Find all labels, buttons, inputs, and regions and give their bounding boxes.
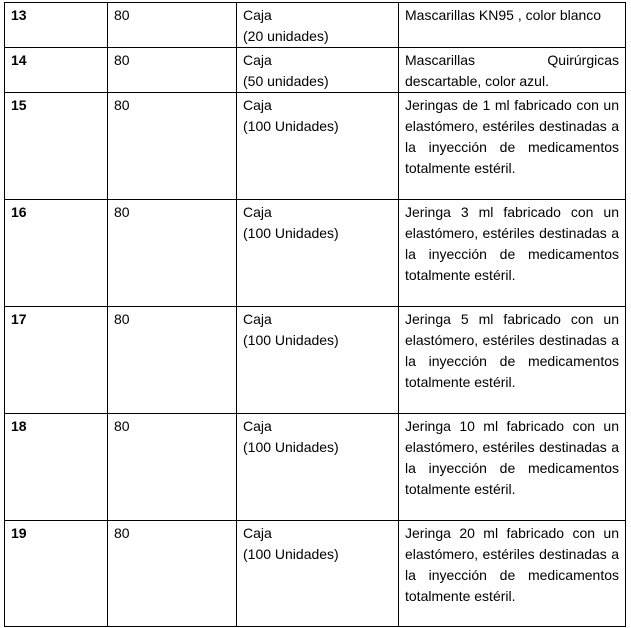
unit-main: Caja (243, 7, 272, 23)
item-number: 16 (5, 200, 108, 307)
item-quantity: 80 (108, 3, 237, 48)
table-row (5, 414, 626, 521)
table-row (5, 93, 626, 200)
item-number: 15 (5, 93, 108, 200)
unit-sub: (100 Unidades) (243, 225, 339, 241)
table-row (5, 48, 626, 93)
unit-sub: (50 unidades) (243, 73, 329, 89)
table-row (5, 521, 626, 627)
item-unit (237, 93, 399, 200)
item-number: 17 (5, 307, 108, 414)
table-row (5, 200, 626, 307)
unit-sub: (100 Unidades) (243, 546, 339, 562)
item-description: Jeringa 10 ml fabricado con un elastómero, estériles destinadas a la inyección de medicamentos totalmente estéril. (399, 414, 626, 521)
unit-main: Caja (243, 525, 272, 541)
item-quantity: 80 (108, 93, 237, 200)
item-description: Jeringa 3 ml fabricado con un elastómero, estériles destinadas a la inyección de medicamentos totalmente estéril. (399, 200, 626, 307)
unit-main: Caja (243, 97, 272, 113)
unit-main: Caja (243, 418, 272, 434)
table-row (5, 3, 626, 48)
item-quantity: 80 (108, 521, 237, 627)
items-table (4, 2, 626, 627)
item-unit (237, 414, 399, 521)
unit-sub: (100 Unidades) (243, 332, 339, 348)
item-quantity: 80 (108, 200, 237, 307)
item-unit (237, 3, 399, 48)
item-number: 19 (5, 521, 108, 627)
item-number: 14 (5, 48, 108, 93)
item-unit (237, 521, 399, 627)
item-description: Jeringa 20 ml fabricado con un elastómero, estériles destinadas a la inyección de medicamentos totalmente estéril. (399, 521, 626, 627)
unit-sub: (100 Unidades) (243, 439, 339, 455)
item-unit (237, 48, 399, 93)
item-unit (237, 307, 399, 414)
unit-main: Caja (243, 204, 272, 220)
table-row (5, 307, 626, 414)
item-number: 13 (5, 3, 108, 48)
item-quantity: 80 (108, 414, 237, 521)
item-quantity: 80 (108, 48, 237, 93)
item-description: Jeringas de 1 ml fabricado con un elastómero, estériles destinadas a la inyección de medicamentos totalmente estéril. (399, 93, 626, 200)
item-description: Jeringa 5 ml fabricado con un elastómero, estériles destinadas a la inyección de medicamentos totalmente estéril. (399, 307, 626, 414)
item-description: Mascarillas KN95 , color blanco (399, 3, 626, 48)
item-unit (237, 200, 399, 307)
item-description: Mascarillas Quirúrgicas descartable, color azul. (399, 48, 626, 93)
unit-main: Caja (243, 311, 272, 327)
item-number: 18 (5, 414, 108, 521)
item-quantity: 80 (108, 307, 237, 414)
unit-sub: (100 Unidades) (243, 118, 339, 134)
unit-main: Caja (243, 52, 272, 68)
unit-sub: (20 unidades) (243, 28, 329, 44)
